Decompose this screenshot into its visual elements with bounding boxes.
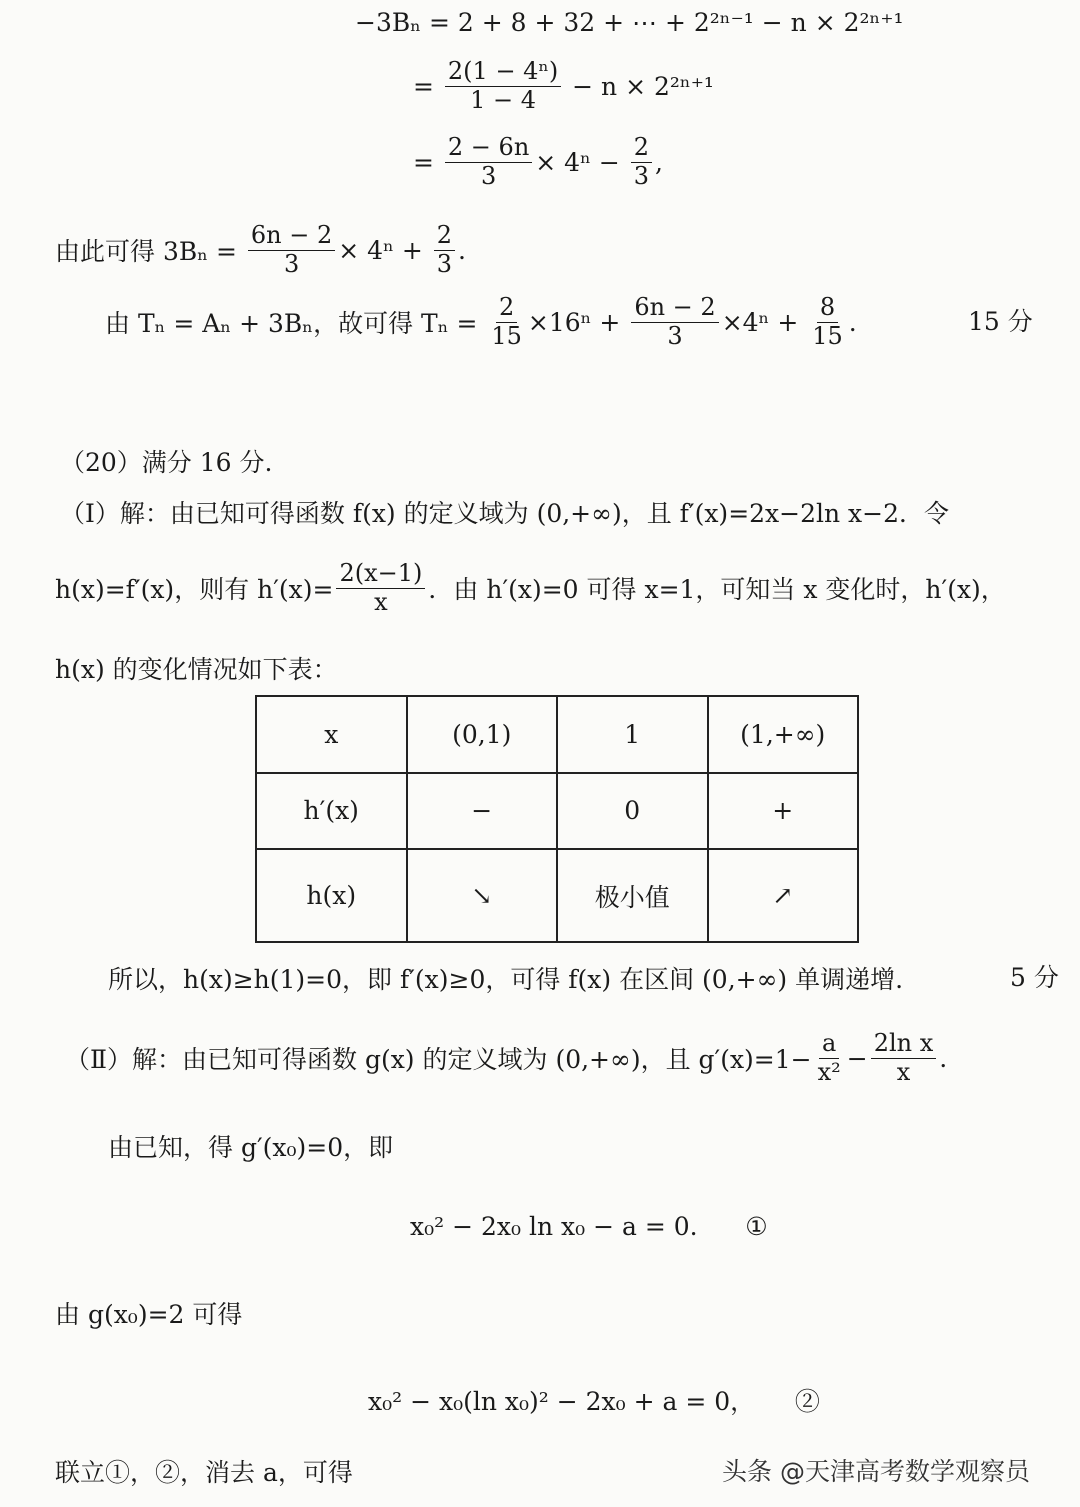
- denominator: 15: [491, 321, 522, 350]
- text-line: [108, 960, 903, 996]
- text-segment: h(x)=f′(x)，则有 h′(x)=: [55, 575, 334, 605]
- text-line: [55, 560, 1006, 616]
- table-row: [256, 696, 858, 773]
- text-segment: × 4ⁿ −: [535, 147, 628, 177]
- numerator: 2(1 − 4ⁿ): [445, 58, 561, 87]
- text-segment: （20）满分 16 分.: [60, 448, 273, 477]
- text-segment: （Ⅰ）解：由已知可得函数 f(x) 的定义域为 (0,+∞)，且 f′(x)=2x−2ln x−2．令: [60, 499, 949, 528]
- text-segment: 联立①，②，消去 a，可得: [55, 1458, 353, 1487]
- text-segment: h(x) 的变化情况如下表：: [55, 655, 338, 684]
- text-segment: ×16ⁿ +: [527, 307, 629, 337]
- fraction: [434, 222, 455, 278]
- text-line: [55, 650, 338, 686]
- text-segment: −3Bₙ = 2 + 8 + 32 + ⋯ + 2²ⁿ⁻¹ − n × 2²ⁿ⁺¹: [355, 8, 904, 37]
- text-segment: x₀² − x₀(ln x₀)² − 2x₀ + a = 0， ②: [368, 1387, 820, 1416]
- section-heading: [60, 443, 272, 479]
- denominator: 3: [667, 321, 683, 350]
- text-segment: × 4ⁿ +: [338, 235, 431, 265]
- numerator: a: [819, 1030, 839, 1059]
- numerator: 6n − 2: [248, 222, 335, 251]
- watermark: 头条 @天津高考数学观察员: [722, 1457, 1030, 1486]
- text-segment: .: [458, 235, 466, 265]
- score-label: 15 分: [968, 307, 1033, 336]
- numerator: 2: [631, 134, 652, 163]
- text-line: [60, 494, 949, 530]
- table-cell: (1,+∞): [708, 696, 859, 773]
- table-cell: 0: [557, 773, 708, 850]
- fraction: [445, 134, 532, 190]
- numerator: 6n − 2: [631, 294, 718, 323]
- text-segment: ．由 h′(x)=0 可得 x=1，可知当 x 变化时，h′(x)，: [428, 575, 1006, 605]
- text-line: [65, 1030, 947, 1086]
- text-segment: −: [846, 1043, 868, 1073]
- denominator: 15: [812, 321, 843, 350]
- text-segment: ×4ⁿ +: [721, 307, 807, 337]
- fraction: [809, 294, 846, 350]
- text-segment: ,: [655, 147, 663, 177]
- score-label: 5 分: [1010, 963, 1059, 992]
- text-line: [55, 222, 466, 278]
- numerator: 2ln x: [871, 1030, 937, 1059]
- text-line: [55, 1295, 242, 1331]
- denominator: x²: [817, 1057, 841, 1086]
- table-cell: ↗: [708, 849, 859, 942]
- table-cell: +: [708, 773, 859, 850]
- fraction: [445, 58, 561, 114]
- text-segment: 由 g(x₀)=2 可得: [55, 1300, 243, 1329]
- fraction: [248, 222, 335, 278]
- table-cell: h′(x): [256, 773, 407, 850]
- fraction: [631, 294, 718, 350]
- table-row: [256, 849, 858, 942]
- table-cell: −: [407, 773, 558, 850]
- denominator: 1 − 4: [470, 85, 536, 114]
- numerator: 2(x−1): [336, 560, 425, 589]
- text-line: [55, 1453, 353, 1489]
- text-segment: x₀² − 2x₀ ln x₀ − a = 0. ①: [410, 1212, 768, 1241]
- equation-line: [413, 58, 714, 114]
- table-cell: ↘: [407, 849, 558, 942]
- fraction: [815, 1030, 844, 1086]
- fraction: [488, 294, 525, 350]
- table-cell: 极小值: [557, 849, 708, 942]
- table-cell: h(x): [256, 849, 407, 942]
- equation-line: [355, 8, 904, 37]
- text-segment: − n × 2²ⁿ⁺¹: [564, 71, 714, 101]
- text-segment: 所以，h(x)≥h(1)=0，即 f′(x)≥0，可得 f(x) 在区间 (0,+∞) 单调递增.: [108, 965, 904, 994]
- text-segment: .: [939, 1043, 948, 1073]
- text-line: [105, 294, 857, 350]
- denominator: x: [896, 1057, 911, 1086]
- equation-line: [410, 1212, 768, 1241]
- fraction: [871, 1030, 937, 1086]
- numerator: 8: [817, 294, 838, 323]
- text-segment: .: [848, 307, 857, 337]
- text-segment: 由此可得 3Bₙ =: [55, 237, 245, 267]
- table-cell: (0,1): [407, 696, 558, 773]
- denominator: 3: [633, 161, 650, 190]
- denominator: x: [374, 587, 388, 616]
- table-cell: x: [256, 696, 407, 773]
- denominator: 3: [480, 161, 497, 190]
- text-segment: 由 Tₙ = Aₙ + 3Bₙ，故可得 Tₙ =: [105, 309, 486, 339]
- text-segment: 由已知，得 g′(x₀)=0，即: [108, 1133, 394, 1162]
- denominator: 3: [283, 249, 300, 278]
- text-segment: （Ⅱ）解：由已知可得函数 g(x) 的定义域为 (0,+∞)，且 g′(x)=1−: [65, 1045, 812, 1075]
- equation-line: [368, 1382, 820, 1418]
- variation-table: [255, 695, 859, 943]
- table-cell: 1: [557, 696, 708, 773]
- fraction: [631, 134, 652, 190]
- numerator: 2: [496, 294, 517, 323]
- numerator: 2: [434, 222, 455, 251]
- table-row: [256, 773, 858, 850]
- text-segment: =: [413, 147, 442, 177]
- numerator: 2 − 6n: [445, 134, 532, 163]
- text-line: [108, 1128, 393, 1164]
- fraction: [336, 560, 425, 616]
- equation-line: [413, 134, 663, 190]
- text-segment: =: [413, 71, 442, 101]
- denominator: 3: [436, 249, 453, 278]
